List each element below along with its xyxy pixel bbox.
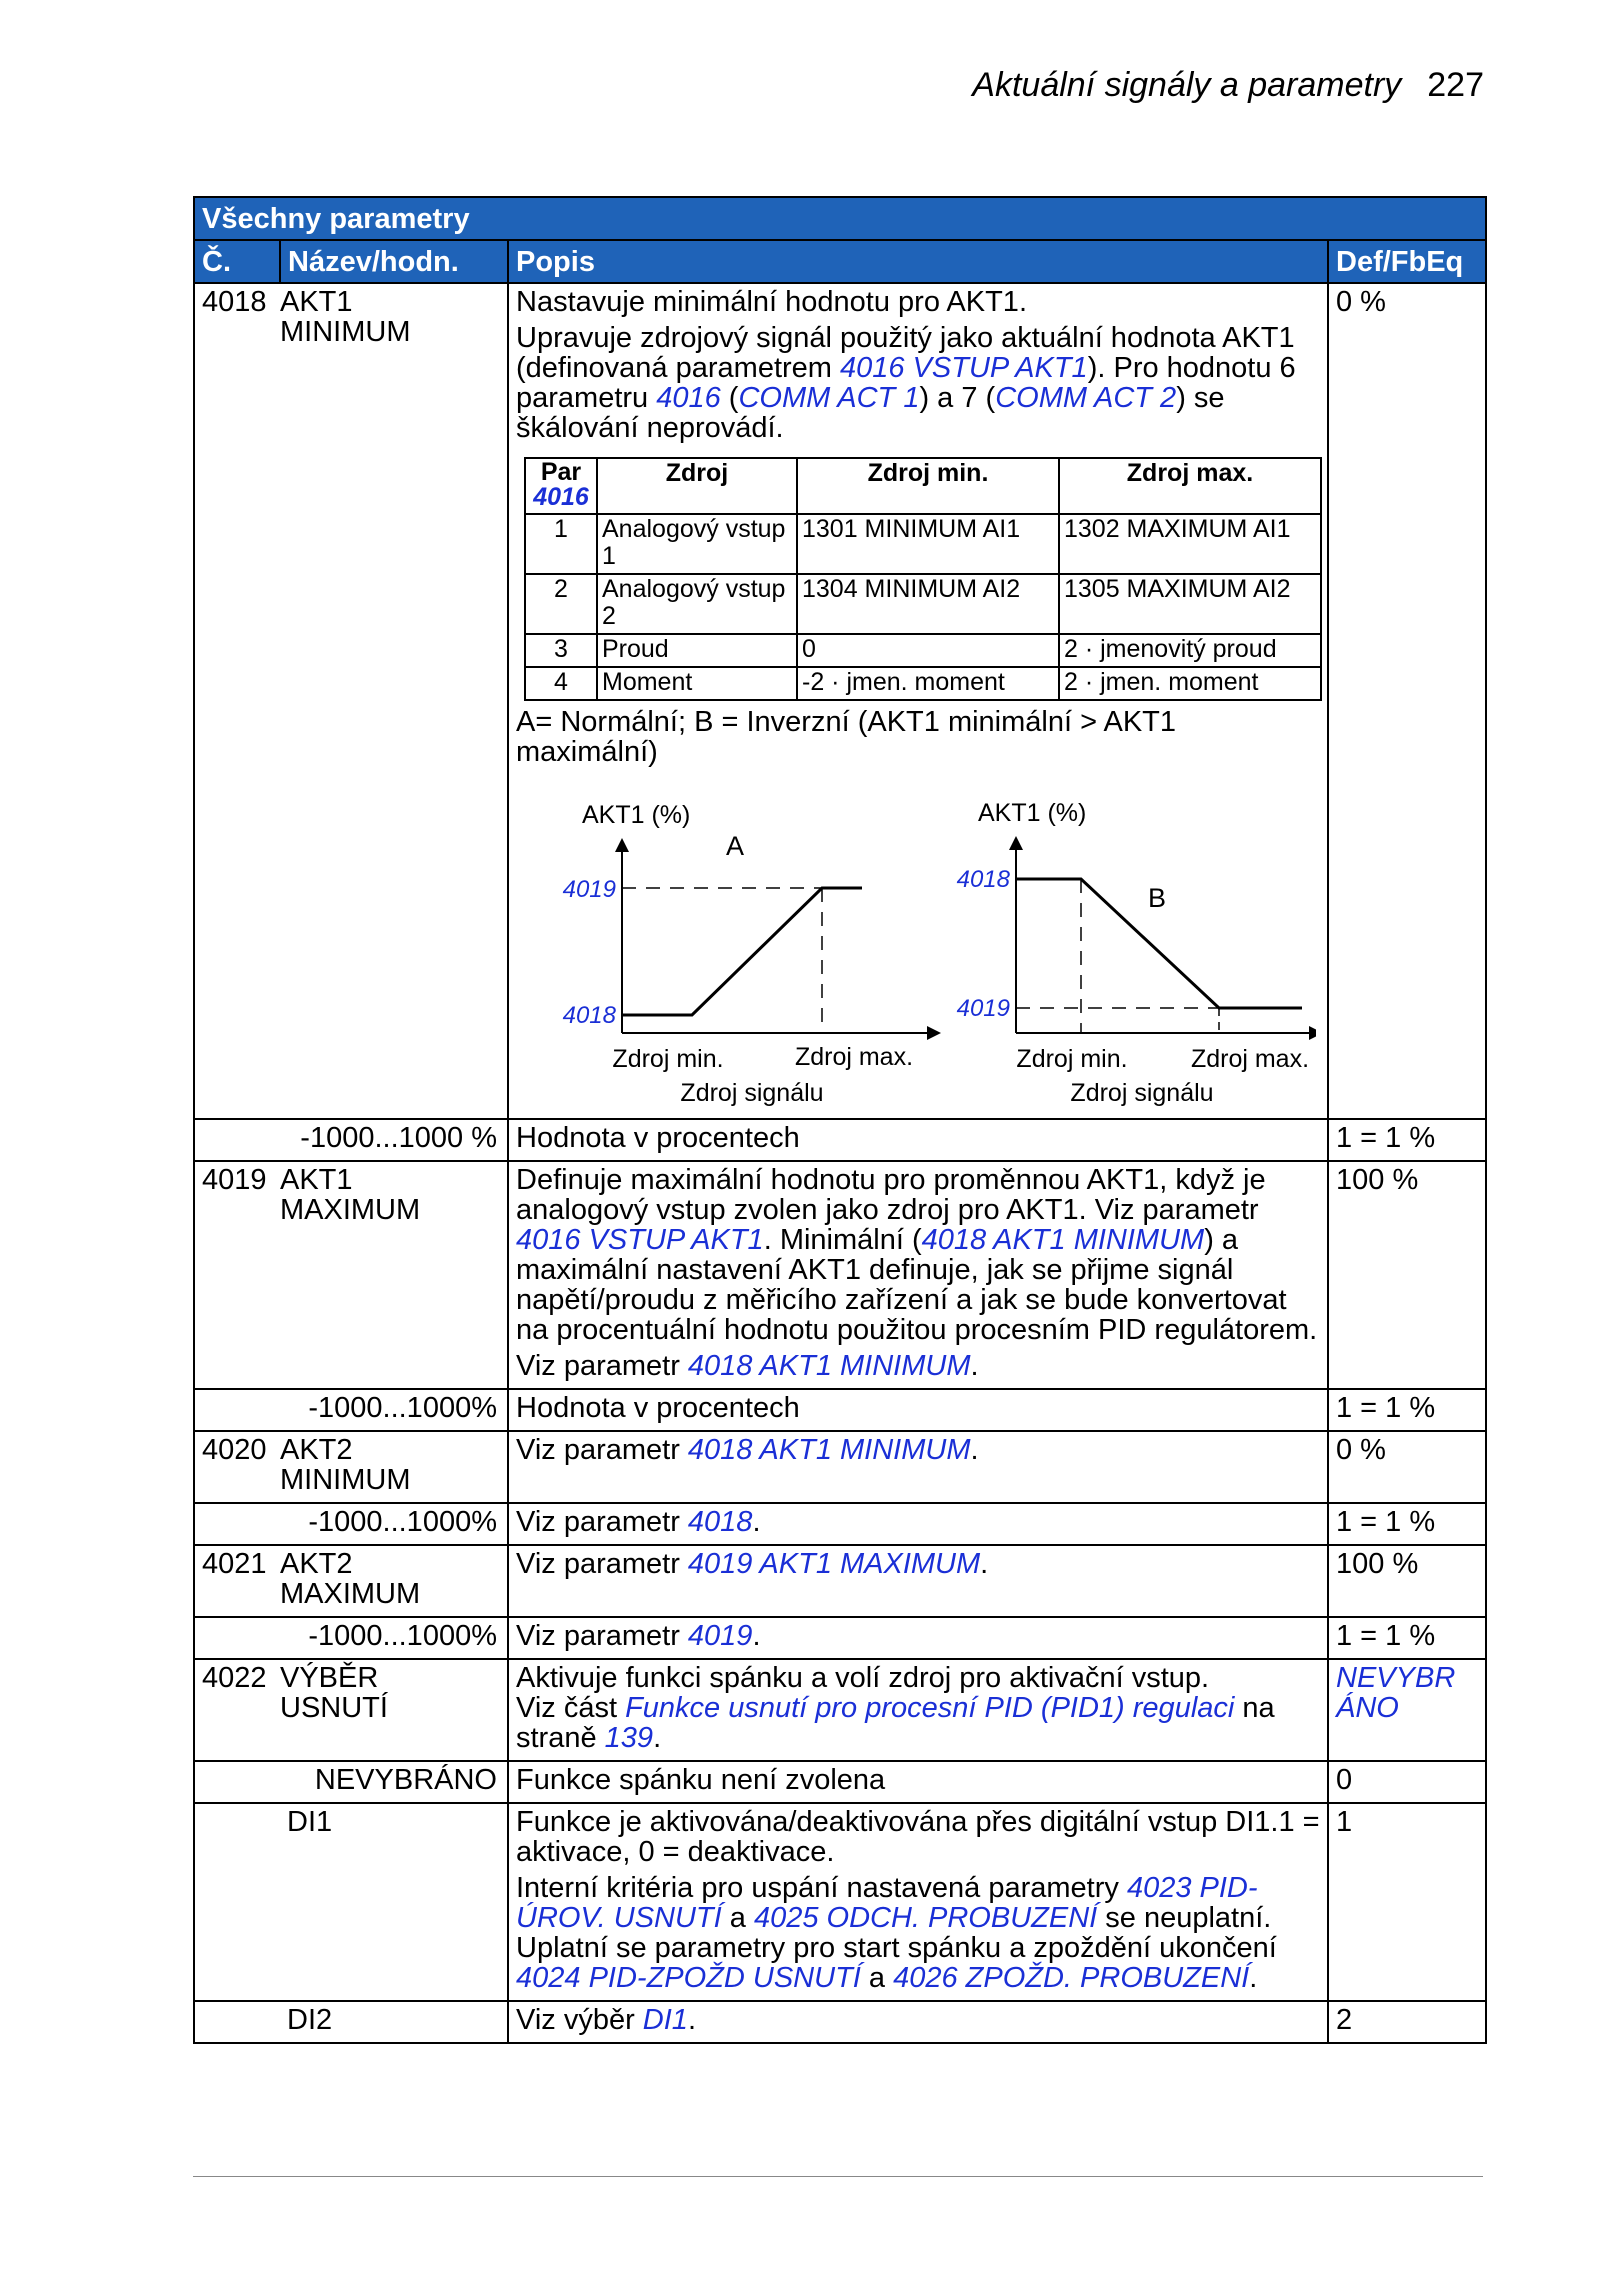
- table-header-row: [194, 240, 1486, 283]
- param-default: 0 %: [1328, 283, 1486, 1119]
- param-link[interactable]: 4018: [687, 1506, 753, 1538]
- desc-text: Viz parametr: [516, 1350, 688, 1382]
- source-table-row: [525, 574, 1321, 634]
- source-cell: 1: [525, 514, 597, 574]
- param-link[interactable]: 4019: [687, 1620, 753, 1652]
- source-cell: 2: [525, 574, 597, 634]
- param-link[interactable]: 4016: [656, 382, 721, 414]
- param-default: 100 %: [1328, 1161, 1486, 1389]
- option-label: DI1: [287, 1806, 333, 1838]
- param-name: [280, 1659, 508, 1761]
- param-value-range: -1000...1000 %: [194, 1119, 508, 1161]
- table-row: [194, 1545, 1486, 1617]
- desc-text: .: [752, 1506, 761, 1538]
- desc-text: . Minimální (: [763, 1224, 922, 1256]
- param-value-range: -1000...1000%: [194, 1503, 508, 1545]
- param-description: [508, 1659, 1328, 1761]
- param-link[interactable]: 4018 AKT1 MINIMUM: [687, 1434, 971, 1466]
- desc-text: [516, 323, 1320, 443]
- graph-legend-text: A= Normální; B = Inverzní (AKT1 minimální > AKT1 maximální): [516, 706, 1177, 768]
- source-cell: -2 · jmen. moment: [797, 667, 1059, 700]
- desc-text: .: [653, 1722, 662, 1754]
- param-default: 1 = 1 %: [1328, 1389, 1486, 1431]
- desc-text: [516, 1351, 1320, 1381]
- param-description: [508, 1503, 1328, 1545]
- param-description: [508, 1161, 1328, 1389]
- desc-text: .: [752, 1620, 761, 1652]
- param-default: 100 %: [1328, 1545, 1486, 1617]
- source-cell: Analogový vstup 1: [597, 514, 797, 574]
- table-row: [194, 2001, 1486, 2043]
- graph-y-axis-label: AKT1 (%): [978, 799, 1087, 827]
- desc-text: .: [970, 1434, 979, 1466]
- param-default: [1328, 1659, 1486, 1761]
- desc-text: .: [970, 1350, 979, 1382]
- param-link[interactable]: 4019: [562, 876, 616, 903]
- desc-text: Definuje maximální hodnotu pro proměnnou AKT1, když je analogový vstup zvolen jako zdroj pro AKT1. Viz parametr: [516, 1164, 1266, 1226]
- param-name-line: MAXIMUM: [280, 1194, 421, 1226]
- param-value-range: -1000...1000%: [194, 1389, 508, 1431]
- graph-x-min-label: Zdroj min.: [612, 1045, 724, 1073]
- param-description: [508, 283, 1328, 1119]
- graph-x-min-label: Zdroj min.: [1016, 1045, 1128, 1073]
- param-description: Funkce spánku není zvolena: [508, 1761, 1328, 1803]
- source-table-row: [525, 514, 1321, 574]
- desc-text: Nastavuje minimální hodnotu pro AKT1.: [516, 286, 1027, 318]
- desc-text: Viz část: [516, 1692, 626, 1724]
- desc-text: Funkce je aktivována/deaktivována přes digitální vstup DI1.1 = aktivace, 0 = deaktivace.: [516, 1806, 1320, 1868]
- akt1-scaling-graphs: [516, 771, 1316, 1111]
- param-link[interactable]: 4019: [956, 995, 1010, 1022]
- graph-y-axis-label: AKT1 (%): [582, 801, 691, 829]
- source-cell: Moment: [597, 667, 797, 700]
- param-number: 4019: [194, 1161, 280, 1389]
- param-description: [508, 1617, 1328, 1659]
- table-row: [194, 283, 1486, 1119]
- desc-text: ) a 7 (: [919, 382, 996, 414]
- param-link[interactable]: 4019 AKT1 MAXIMUM: [687, 1548, 981, 1580]
- source-col-par-label: Par: [540, 458, 582, 486]
- desc-text: [516, 1165, 1320, 1345]
- source-table-row: [525, 667, 1321, 700]
- desc-text: .: [687, 2004, 696, 2036]
- desc-text: se neuplatní. Uplatní se parametry pro start spánku a zpoždění ukončení: [516, 1902, 1277, 1964]
- section-link[interactable]: Funkce usnutí pro procesní PID (PID1) regulaci: [625, 1692, 1235, 1724]
- desc-text: [516, 1873, 1320, 1993]
- param-link[interactable]: COMM ACT 1: [738, 382, 920, 414]
- source-cell: Analogový vstup 2: [597, 574, 797, 634]
- param-number: 4018: [194, 283, 280, 1119]
- source-cell: 1304 MINIMUM AI2: [797, 574, 1059, 634]
- graph-curve-label: B: [1148, 883, 1167, 913]
- param-name-line: MINIMUM: [280, 316, 411, 348]
- desc-text: .: [980, 1548, 989, 1580]
- graph-x-axis-label: Zdroj signálu: [680, 1079, 824, 1107]
- param-value-range: -1000...1000%: [194, 1617, 508, 1659]
- source-col-par: [525, 458, 597, 514]
- param-link[interactable]: 4026 ZPOŽD. PROBUZENÍ: [893, 1962, 1250, 1994]
- source-table-row: [525, 634, 1321, 667]
- desc-text: Viz parametr: [516, 1434, 688, 1466]
- param-link[interactable]: DI1: [642, 2004, 688, 2036]
- column-header-name: Název/hodn.: [280, 240, 508, 283]
- param-name-line: USNUTÍ: [280, 1692, 388, 1724]
- parameter-table: [193, 196, 1487, 2044]
- param-link[interactable]: 4016: [533, 483, 589, 511]
- source-cell: 1302 MAXIMUM AI1: [1059, 514, 1321, 574]
- desc-text: Viz výběr: [516, 2004, 643, 2036]
- param-name: [280, 283, 508, 1119]
- param-default: 1 = 1 %: [1328, 1119, 1486, 1161]
- running-header: [972, 66, 1484, 105]
- page-link[interactable]: 139: [604, 1722, 654, 1754]
- source-cell: 1305 MAXIMUM AI2: [1059, 574, 1321, 634]
- param-default: 0: [1328, 1761, 1486, 1803]
- table-row: [194, 1389, 1486, 1431]
- param-name: [280, 1161, 508, 1389]
- source-cell: 2 · jmenovitý proud: [1059, 634, 1321, 667]
- param-link[interactable]: NEVYBR: [1336, 1662, 1456, 1694]
- graph-x-max-label: Zdroj max.: [1190, 1045, 1310, 1073]
- column-header-def: Def/FbEq: [1328, 240, 1486, 283]
- param-description: [508, 1431, 1328, 1503]
- source-cell: 1301 MINIMUM AI1: [797, 514, 1059, 574]
- param-number: 4022: [194, 1659, 280, 1761]
- param-name: [280, 1545, 508, 1617]
- desc-text: Aktivuje funkci spánku a volí zdroj pro aktivační vstup.: [516, 1662, 1210, 1694]
- param-default: 2: [1328, 2001, 1486, 2043]
- param-name-line: AKT1: [280, 1164, 353, 1196]
- param-default: 1 = 1 %: [1328, 1617, 1486, 1659]
- param-default: 0 %: [1328, 1431, 1486, 1503]
- table-row: [194, 1119, 1486, 1161]
- source-table: [524, 457, 1322, 701]
- table-row: [194, 1161, 1486, 1389]
- table-title: Všechny parametry: [194, 197, 1486, 240]
- graph-x-axis-label: Zdroj signálu: [1070, 1079, 1214, 1107]
- desc-text: a: [860, 1962, 894, 1994]
- param-name-line: AKT2: [280, 1434, 353, 1466]
- param-name-line: AKT1: [280, 286, 353, 318]
- footer-divider: [193, 2176, 1483, 2177]
- param-description: [508, 1545, 1328, 1617]
- param-link[interactable]: COMM ACT 2: [995, 382, 1177, 414]
- option-label: DI2: [287, 2004, 333, 2036]
- param-number: 4021: [194, 1545, 280, 1617]
- desc-text: ). Pro hodnotu 6 parametru: [516, 352, 1296, 414]
- param-default: 1 = 1 %: [1328, 1503, 1486, 1545]
- graph-curve-label: A: [726, 831, 745, 861]
- param-default: 1: [1328, 1803, 1486, 2001]
- param-value-option: [194, 2001, 508, 2043]
- page-number: 227: [1427, 66, 1484, 104]
- param-link[interactable]: 4018: [562, 1002, 616, 1029]
- desc-text: Upravuje zdrojový signál použitý jako aktuální hodnota AKT1 (definovaná parametrem: [516, 322, 1295, 384]
- column-header-desc: Popis: [508, 240, 1328, 283]
- source-col-src: Zdroj: [597, 458, 797, 514]
- desc-text: [516, 1693, 1320, 1753]
- param-name-line: MINIMUM: [280, 1464, 411, 1496]
- source-cell: 0: [797, 634, 1059, 667]
- param-description: Hodnota v procentech: [508, 1119, 1328, 1161]
- table-title-row: [194, 197, 1486, 240]
- table-row: [194, 1431, 1486, 1503]
- desc-text: Viz parametr: [516, 1506, 688, 1538]
- param-link[interactable]: 4018: [956, 866, 1010, 893]
- source-cell: 2 · jmen. moment: [1059, 667, 1321, 700]
- desc-text: ) a maximální nastavení AKT1 definuje, jak se přijme signál napětí/proudu z měřicího zařízení a jak se bude konvertovat na procentuální hodnotu použitou procesním PID regulátorem.: [516, 1224, 1318, 1346]
- desc-text: a: [721, 1902, 754, 1934]
- table-row: [194, 1503, 1486, 1545]
- source-col-min: Zdroj min.: [797, 458, 1059, 514]
- source-cell: 3: [525, 634, 597, 667]
- param-description: [508, 2001, 1328, 2043]
- graph-b: [957, 799, 1316, 1107]
- param-link[interactable]: 4025 ODCH. PROBUZENÍ: [753, 1902, 1098, 1934]
- source-cell: Proud: [597, 634, 797, 667]
- graph-a: [563, 801, 934, 1107]
- param-link[interactable]: 4024 PID-ZPOŽD USNUTÍ: [516, 1962, 861, 1994]
- table-row: [194, 1659, 1486, 1761]
- param-link[interactable]: 4018 AKT1 MINIMUM: [687, 1350, 971, 1382]
- param-number: 4020: [194, 1431, 280, 1503]
- desc-text: .: [1249, 1962, 1258, 1994]
- param-name: [280, 1431, 508, 1503]
- param-name-line: MAXIMUM: [280, 1578, 421, 1610]
- table-row: [194, 1761, 1486, 1803]
- param-link[interactable]: ÁNO: [1336, 1692, 1399, 1724]
- param-link[interactable]: 4016 VSTUP AKT1: [840, 352, 1088, 384]
- param-name-line: AKT2: [280, 1548, 353, 1580]
- param-description: [508, 1803, 1328, 2001]
- desc-text: na straně: [516, 1692, 1275, 1754]
- param-link[interactable]: 4023 PID-ÚROV. USNUTÍ: [516, 1872, 1258, 1934]
- desc-text: ) se škálování neprovádí.: [516, 382, 1225, 444]
- param-name-line: VÝBĚR: [280, 1662, 379, 1694]
- desc-text: Viz parametr: [516, 1620, 688, 1652]
- param-description: Hodnota v procentech: [508, 1389, 1328, 1431]
- desc-text: (: [720, 382, 739, 414]
- param-value-option: [194, 1803, 508, 2001]
- graph-curve-a: [622, 888, 862, 1015]
- desc-text: Interní kritéria pro uspání nastavená parametry: [516, 1872, 1127, 1904]
- param-value-option: NEVYBRÁNO: [194, 1761, 508, 1803]
- table-row: [194, 1617, 1486, 1659]
- running-header-title: Aktuální signály a parametry: [972, 66, 1402, 104]
- param-link[interactable]: 4018 AKT1 MINIMUM: [921, 1224, 1205, 1256]
- column-header-num: Č.: [194, 240, 280, 283]
- source-cell: 4: [525, 667, 597, 700]
- source-table-header: [525, 458, 1321, 514]
- param-link[interactable]: 4016 VSTUP AKT1: [516, 1224, 764, 1256]
- source-col-max: Zdroj max.: [1059, 458, 1321, 514]
- desc-text: Viz parametr: [516, 1548, 688, 1580]
- graph-x-max-label: Zdroj max.: [794, 1043, 914, 1071]
- table-row: [194, 1803, 1486, 2001]
